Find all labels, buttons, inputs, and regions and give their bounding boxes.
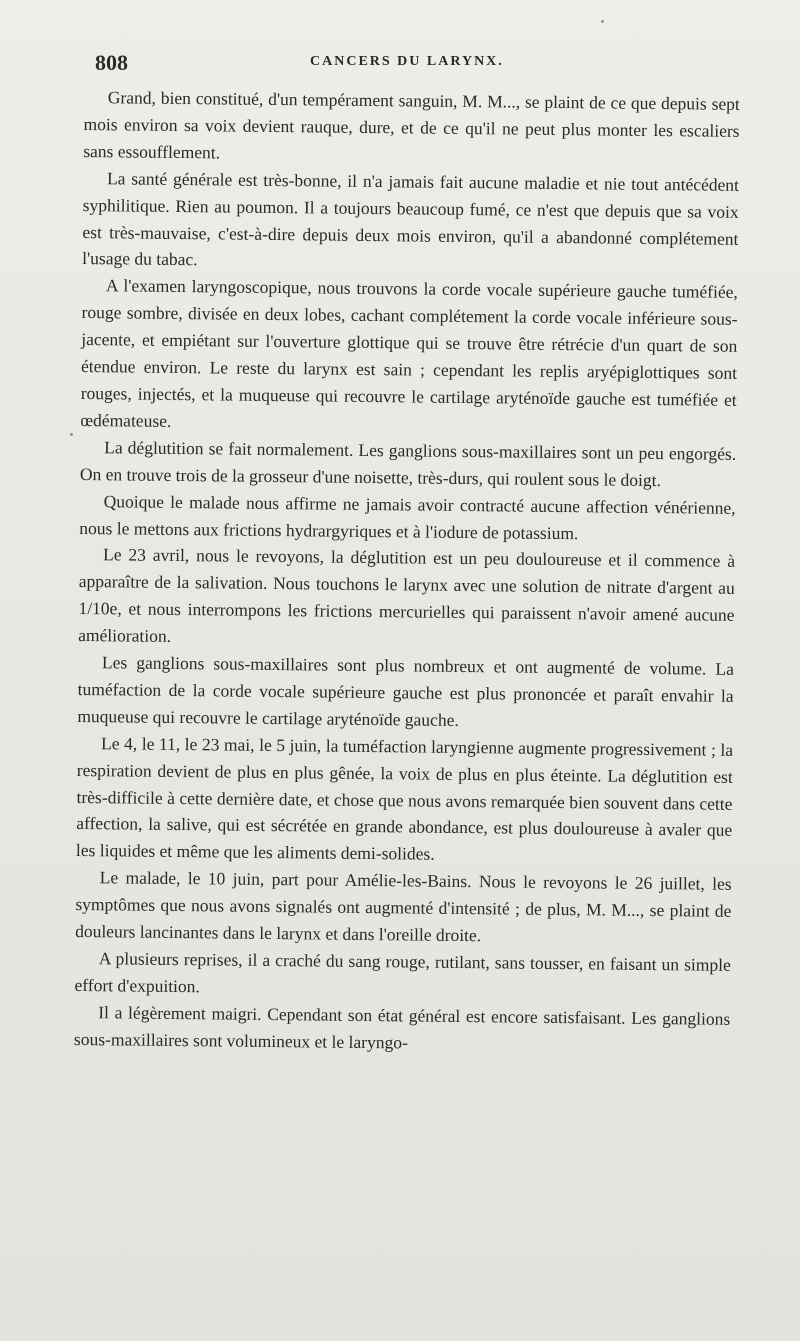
paragraph-8: Le 4, le 11, le 23 mai, le 5 juin, la tuméfaction laryngienne augmente progressivement ; la respiration devient de plus en plus gênée, la voix de plus en plus éteinte. La déglutition est très-difficile à cette dernière date, et chose que nous avons remarquée bien souvent dans cette affection, la salive, qui est sécrétée en grande abondance, est plus douloureuse à avaler que les liquides et même que les aliments demi-solides. bbox=[75, 732, 734, 865]
paragraph-1: Grand, bien constitué, d'un tempérament sanguin, M. M..., se plaint de ce que depuis sept mois environ sa voix devient rauque, dure, et de ce qu'il ne peut plus monter les escaliers sans essoufflement. bbox=[83, 87, 740, 163]
paragraph-2: La santé générale est très-bonne, il n'a jamais fait aucune maladie et nie tout antécédent syphilitique. Rien au poumon. Il a toujours beaucoup fumé, ce n'est que depuis que sa voix est très-mauvaise, c'est-à-dire depuis deux mois environ, qu'il a abandonné complétement l'usage du tabac. bbox=[82, 167, 740, 270]
paragraph-10: A plusieurs reprises, il a craché du sang rouge, rutilant, sans tousser, en faisant un simple effort d'expuition. bbox=[74, 948, 731, 997]
ink-speck bbox=[70, 433, 73, 436]
paragraph-11: Il a légèrement maigri. Cependant son état général est encore satisfaisant. Les ganglions sous-maxillaires sont volumineux et le laryngo- bbox=[73, 1002, 731, 1053]
paragraph-6: Le 23 avril, nous le revoyons, la déglutition est un peu douloureuse et il commence à apparaître de la salivation. Nous touchons le larynx avec une solution de nitrate d'argent au 1/10e, et nous interrompons les frictions mercurielles qui paraissent n'avoir amené aucune amélioration. bbox=[78, 544, 736, 647]
paragraph-3: A l'examen laryngoscopique, nous trouvons la corde vocale supérieure gauche tuméfiée, rouge sombre, divisée en deux lobes, cachant complétement la corde vocale inférieure sous-jacente, et empiétant sur l'ouverture glottique qui se trouve être rétrécie d'un quart de son étendue environ. Le reste du larynx est sain ; cependant les replis aryépiglottiques sont rouges, injectés, et la muqueuse qui recouvre le cartilage aryténoïde gauche est tuméfiée et œdémateuse. bbox=[80, 275, 738, 431]
page-number: 808 bbox=[95, 50, 128, 75]
running-head: CANCERS DU LARYNX. bbox=[310, 54, 504, 69]
paragraph-4: La déglutition se fait normalement. Les ganglions sous-maxillaires sont un peu engorgés. On en trouve trois de la grosseur d'une noisette, très-durs, qui roulent sous le doigt. bbox=[79, 437, 737, 490]
paragraph-9: Le malade, le 10 juin, part pour Amélie-les-Bains. Nous le revoyons le 26 juillet, les symptômes que nous avons signalés ont augmenté d'intensité ; de plus, M. M..., se plaint de douleurs lancinantes dans le larynx et dans l'oreille droite. bbox=[75, 867, 732, 946]
page-header bbox=[95, 50, 745, 80]
body-text bbox=[74, 84, 740, 1059]
paragraph-5: Quoique le malade nous affirme ne jamais avoir contracté aucune affection vénérienne, nous le mettons aux frictions hydrargyriques et à l'iodure de potassium. bbox=[79, 490, 736, 543]
paragraph-7: Les ganglions sous-maxillaires sont plus nombreux et ont augmenté de volume. La tuméfaction de la corde vocale supérieure gauche est plus prononcée et paraît envahir la muqueuse qui recouvre le cartilage aryténoïde gauche. bbox=[77, 652, 735, 730]
ink-speck bbox=[601, 20, 604, 23]
